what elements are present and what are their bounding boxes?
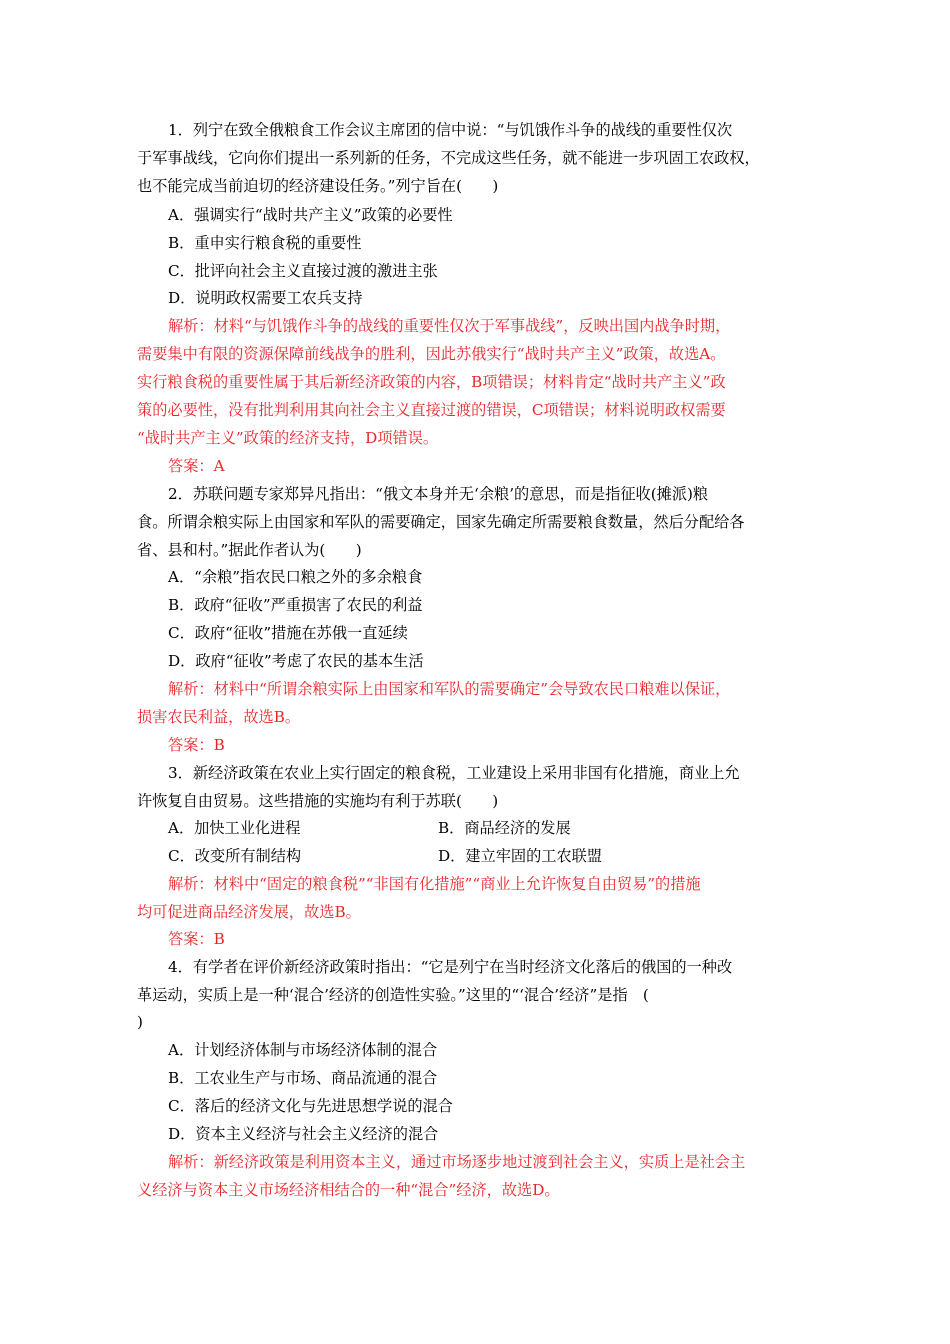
q1-stem-line-1: 1．列宁在致全俄粮食工作会议主席团的信中说：“与饥饿作斗争的战线的重要性仅次 [168, 121, 733, 139]
q2-analysis-line-2: 损害农民利益，故选B。 [137, 708, 301, 726]
q4-analysis-line-2: 义经济与资本主义市场经济相结合的一种“混合”经济，故选D。 [137, 1181, 560, 1199]
q4-option-d: D．资本主义经济与社会主义经济的混合 [168, 1125, 439, 1143]
q2-option-d: D．政府“征收”考虑了农民的基本生活 [168, 652, 424, 670]
q4-option-a: A．计划经济体制与市场经济体制的混合 [168, 1041, 438, 1059]
q2-option-b: B．政府“征收”严重损害了农民的利益 [168, 596, 423, 614]
q2-option-c: C．政府“征收”措施在苏俄一直延续 [168, 624, 408, 642]
q1-stem-line-3: 也不能完成当前迫切的经济建设任务。”列宁旨在( ) [137, 177, 499, 195]
q3-analysis-text-1: 材料中“固定的粮食税”“非国有化措施”“商业上允许恢复自由贸易”的措施 [213, 875, 701, 893]
q2-answer: 答案：B [168, 736, 225, 754]
q3-option-a: A．加快工业化进程 [168, 819, 301, 837]
q1-analysis-line-3: 实行粮食税的重要性属于其后新经济政策的内容，B项错误；材料肯定“战时共产主义”政 [137, 373, 726, 391]
q2-stem-line-1: 2．苏联问题专家郑异凡指出：“俄文本身并无‘余粮’的意思，而是指征收(摊派)粮 [168, 485, 709, 503]
q1-analysis-line-5: “战时共产主义”政策的经济支持，D项错误。 [137, 429, 439, 447]
q4-stem-line-1: 4．有学者在评价新经济政策时指出：“它是列宁在当时经济文化落后的俄国的一种改 [168, 958, 733, 976]
q4-analysis-line-1 [168, 1152, 745, 1172]
q3-analysis-line-2: 均可促进商品经济发展，故选B。 [137, 903, 361, 921]
q3-option-d: D．建立牢固的工农联盟 [438, 847, 603, 865]
q2-analysis-label: 解析： [168, 680, 214, 698]
q1-option-a: A．强调实行“战时共产主义”政策的必要性 [168, 206, 453, 224]
q2-analysis-line-1 [168, 679, 730, 699]
q1-option-c: C．批评向社会主义直接过渡的激进主张 [168, 262, 438, 280]
q1-analysis-line-2: 需要集中有限的资源保障前线战争的胜利，因此苏俄实行“战时共产主义”政策，故选A。 [137, 345, 726, 363]
q4-option-b: B．工农业生产与市场、商品流通的混合 [168, 1069, 438, 1087]
q1-option-b: B．重申实行粮食税的重要性 [168, 234, 362, 252]
q1-answer: 答案：A [168, 457, 225, 475]
q4-option-c: C．落后的经济文化与先进思想学说的混合 [168, 1097, 453, 1115]
q1-analysis-line-4: 策的必要性，没有批判利用其向社会主义直接过渡的错误，C项错误；材料说明政权需要 [137, 401, 726, 419]
q1-option-d: D．说明政权需要工农兵支持 [168, 289, 363, 307]
q3-answer: 答案：B [168, 930, 225, 948]
q2-stem-line-3: 省、县和村。”据此作者认为( ) [137, 541, 362, 559]
q4-analysis-text-1: 新经济政策是利用资本主义，通过市场逐步地过渡到社会主义，实质上是社会主 [213, 1153, 746, 1171]
q4-stem-line-3: ) [137, 1013, 143, 1031]
q3-analysis-label: 解析： [168, 875, 214, 893]
q3-stem-line-2: 许恢复自由贸易。这些措施的实施均有利于苏联( ) [137, 792, 499, 810]
q1-analysis-label: 解析： [168, 317, 214, 335]
q1-analysis-text-1: 材料“与饥饿作斗争的战线的重要性仅次于军事战线”，反映出国内战争时期， [213, 317, 731, 335]
q4-analysis-label: 解析： [168, 1153, 214, 1171]
q1-stem-line-2: 于军事战线，它向你们提出一系列新的任务，不完成这些任务，就不能进一步巩固工农政权， [137, 149, 760, 167]
q3-option-c: C．改变所有制结构 [168, 847, 302, 865]
q4-stem-line-2: 革运动，实质上是一种‘混合’经济的创造性实验。”这里的“‘混合’经济”是指 ( [137, 986, 649, 1004]
q2-stem-line-2: 食。所谓余粮实际上由国家和军队的需要确定，国家先确定所需要粮食数量，然后分配给各 [137, 513, 745, 531]
q3-analysis-line-1 [168, 874, 701, 894]
q2-option-a: A．“余粮”指农民口粮之外的多余粮食 [168, 568, 423, 586]
q2-analysis-text-1: 材料中“所谓余粮实际上由国家和军队的需要确定”会导致农民口粮难以保证， [213, 680, 731, 698]
q3-stem-line-1: 3．新经济政策在农业上实行固定的粮食税，工业建设上采用非国有化措施，商业上允 [168, 764, 740, 782]
q3-option-b: B．商品经济的发展 [438, 819, 571, 837]
q1-analysis-line-1 [168, 316, 730, 336]
